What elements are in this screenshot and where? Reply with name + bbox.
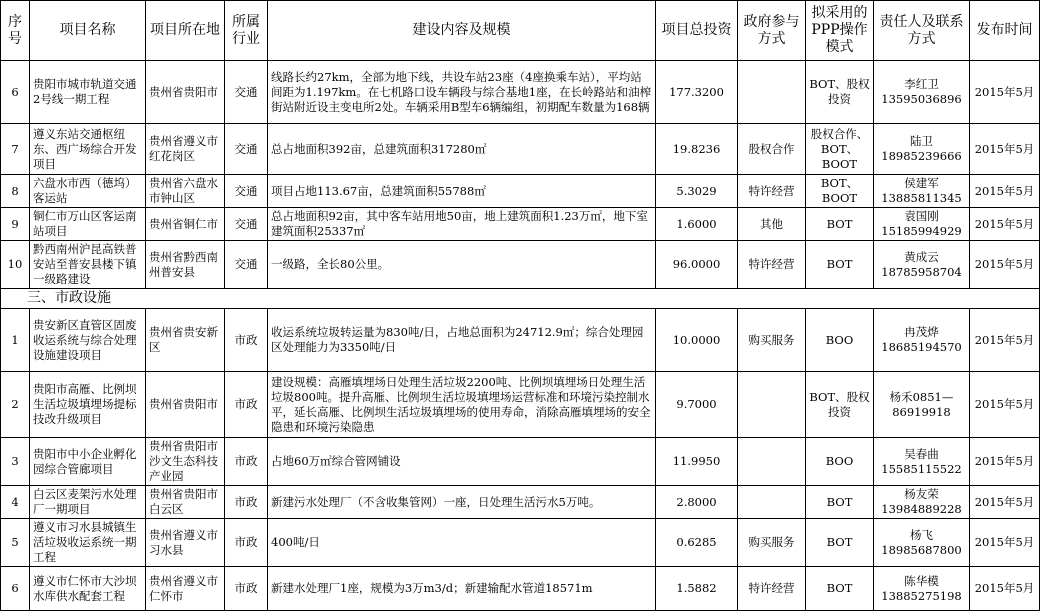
project-industry: 市政 bbox=[225, 438, 268, 486]
project-name: 六盘水市西（德坞）客运站 bbox=[30, 175, 146, 208]
project-industry: 交通 bbox=[225, 61, 268, 124]
gov-mode: 购买服务 bbox=[738, 309, 806, 372]
project-location: 贵州省贵阳市 bbox=[146, 61, 225, 124]
contact-phone: 18985239666 bbox=[881, 149, 962, 163]
row-index: 2 bbox=[1, 372, 30, 438]
project-investment: 1.5882 bbox=[656, 567, 738, 611]
row-index: 7 bbox=[1, 124, 30, 175]
contact-phone: 18985687800 bbox=[881, 542, 962, 557]
table-row bbox=[1, 519, 1040, 567]
contact-phone: 13885275198 bbox=[881, 588, 962, 603]
contact-person: 杨禾0851— bbox=[889, 389, 954, 404]
project-scope: 总占地面积92亩，其中客车站用地50亩，地上建筑面积1.23万㎡，地下室建筑面积25337㎡ bbox=[268, 208, 656, 241]
section-row bbox=[1, 289, 1040, 309]
gov-mode: 特许经营 bbox=[738, 175, 806, 208]
project-name: 白云区麦架污水处理厂一期项目 bbox=[30, 486, 146, 519]
project-industry: 市政 bbox=[225, 567, 268, 611]
table-row bbox=[1, 486, 1040, 519]
contact-phone: 13984889228 bbox=[881, 502, 962, 516]
header-ppp-mode: 拟采用的PPP操作模式 bbox=[806, 1, 874, 61]
contact-person: 陆卫 bbox=[910, 134, 933, 148]
project-location: 贵州省贵阳市 bbox=[146, 372, 225, 438]
release-date: 2015年5月 bbox=[970, 486, 1040, 519]
contact-person: 陈华模 bbox=[904, 573, 939, 588]
table-row bbox=[1, 309, 1040, 372]
project-investment: 11.9950 bbox=[656, 438, 738, 486]
project-location: 贵州省六盘水市钟山区 bbox=[146, 175, 225, 208]
contact-phone: 15185994929 bbox=[881, 224, 962, 238]
row-index: 4 bbox=[1, 486, 30, 519]
project-industry: 市政 bbox=[225, 519, 268, 567]
header-index: 序号 bbox=[1, 1, 30, 61]
project-scope: 新建水处理厂1座，规模为3万m3/d；新建输配水管道18571m bbox=[268, 567, 656, 611]
contact-person: 吴春曲 bbox=[904, 446, 939, 461]
ppp-mode: BOT bbox=[806, 486, 874, 519]
project-investment: 10.0000 bbox=[656, 309, 738, 372]
release-date: 2015年5月 bbox=[970, 208, 1040, 241]
ppp-mode: BOT bbox=[806, 567, 874, 611]
gov-mode: 特许经营 bbox=[738, 567, 806, 611]
gov-mode: 股权合作 bbox=[738, 124, 806, 175]
table-row bbox=[1, 438, 1040, 486]
table-row bbox=[1, 61, 1040, 124]
project-name: 遵义市仁怀市大沙坝水库供水配套工程 bbox=[30, 567, 146, 611]
project-location: 贵州省遵义市仁怀市 bbox=[146, 567, 225, 611]
project-name: 遵义东站交通枢纽东、西广场综合开发项目 bbox=[30, 124, 146, 175]
contact-phone: 15585115522 bbox=[881, 461, 962, 476]
project-industry: 市政 bbox=[225, 486, 268, 519]
header-release: 发布时间 bbox=[970, 1, 1040, 61]
contact bbox=[874, 175, 970, 208]
project-location: 贵州省遵义市习水县 bbox=[146, 519, 225, 567]
project-name: 遵义市习水县城镇生活垃圾收运系统一期工程 bbox=[30, 519, 146, 567]
contact-person: 黄成云 bbox=[904, 249, 939, 264]
project-investment: 96.0000 bbox=[656, 241, 738, 289]
contact bbox=[874, 309, 970, 372]
project-industry: 交通 bbox=[225, 208, 268, 241]
contact-person: 侯建军 bbox=[904, 176, 939, 190]
contact bbox=[874, 61, 970, 124]
release-date: 2015年5月 bbox=[970, 61, 1040, 124]
table-row bbox=[1, 208, 1040, 241]
header-industry: 所属行业 bbox=[225, 1, 268, 61]
section-title: 三、市政设施 bbox=[1, 289, 1040, 309]
contact-person: 杨飞 bbox=[910, 527, 933, 542]
row-index: 10 bbox=[1, 241, 30, 289]
project-industry: 交通 bbox=[225, 175, 268, 208]
gov-mode bbox=[738, 372, 806, 438]
contact-person: 李红卫 bbox=[904, 77, 939, 91]
project-scope: 一级路，全长80公里。 bbox=[268, 241, 656, 289]
project-name: 铜仁市万山区客运南站项目 bbox=[30, 208, 146, 241]
project-industry: 市政 bbox=[225, 309, 268, 372]
contact-person: 袁国刚 bbox=[904, 209, 939, 223]
contact-person: 冉茂烨 bbox=[904, 325, 939, 339]
header-contact: 责任人及联系方式 bbox=[874, 1, 970, 61]
row-index: 9 bbox=[1, 208, 30, 241]
release-date: 2015年5月 bbox=[970, 438, 1040, 486]
gov-mode bbox=[738, 438, 806, 486]
table-row bbox=[1, 241, 1040, 289]
release-date: 2015年5月 bbox=[970, 175, 1040, 208]
table-row bbox=[1, 567, 1040, 611]
row-index: 8 bbox=[1, 175, 30, 208]
contact-phone: 18785958704 bbox=[881, 264, 962, 279]
contact bbox=[874, 241, 970, 289]
project-location: 贵州省贵阳市白云区 bbox=[146, 486, 225, 519]
contact-phone: 86919918 bbox=[892, 404, 951, 419]
table-row bbox=[1, 124, 1040, 175]
project-investment: 1.6000 bbox=[656, 208, 738, 241]
ppp-mode: BOT、BOOT bbox=[806, 175, 874, 208]
ppp-mode: 股权合作、BOT、BOOT bbox=[806, 124, 874, 175]
gov-mode bbox=[738, 61, 806, 124]
header-scope: 建设内容及规模 bbox=[268, 1, 656, 61]
project-industry: 市政 bbox=[225, 372, 268, 438]
project-investment: 19.8236 bbox=[656, 124, 738, 175]
project-investment: 177.3200 bbox=[656, 61, 738, 124]
release-date: 2015年5月 bbox=[970, 372, 1040, 438]
project-scope: 项目占地113.67亩，总建筑面积55788㎡ bbox=[268, 175, 656, 208]
project-investment: 9.7000 bbox=[656, 372, 738, 438]
contact bbox=[874, 519, 970, 567]
row-index: 1 bbox=[1, 309, 30, 372]
contact-phone: 18685194570 bbox=[881, 340, 962, 354]
project-investment: 5.3029 bbox=[656, 175, 738, 208]
gov-mode: 特许经营 bbox=[738, 241, 806, 289]
ppp-mode: BOO bbox=[806, 438, 874, 486]
project-location: 贵州省贵安新区 bbox=[146, 309, 225, 372]
project-location: 贵州省遵义市红花岗区 bbox=[146, 124, 225, 175]
contact-phone: 13885811345 bbox=[881, 191, 962, 205]
contact bbox=[874, 486, 970, 519]
row-index: 6 bbox=[1, 567, 30, 611]
contact bbox=[874, 124, 970, 175]
contact bbox=[874, 438, 970, 486]
project-scope: 线路长约27km，全部为地下线，共设车站23座（4座换乘车站），平均站间距为1.197km。在七机路口设车辆段与综合基地1座，在长岭路站和油榨街站附近设主变电所2处。车辆采用B型车6辆编组，初期配车数量为168辆 bbox=[268, 61, 656, 124]
release-date: 2015年5月 bbox=[970, 241, 1040, 289]
ppp-mode: BOT、股权投资 bbox=[806, 61, 874, 124]
contact bbox=[874, 567, 970, 611]
contact-person: 杨友荣 bbox=[904, 487, 939, 501]
header-location: 项目所在地 bbox=[146, 1, 225, 61]
project-scope: 总占地面积392亩，总建筑面积317280㎡ bbox=[268, 124, 656, 175]
project-name: 贵阳市中小企业孵化园综合管廊项目 bbox=[30, 438, 146, 486]
release-date: 2015年5月 bbox=[970, 567, 1040, 611]
gov-mode: 其他 bbox=[738, 208, 806, 241]
project-scope: 收运系统垃圾转运量为830吨/日，占地总面积为24712.9㎡；综合处理园区处理能力为3350吨/日 bbox=[268, 309, 656, 372]
project-industry: 交通 bbox=[225, 124, 268, 175]
release-date: 2015年5月 bbox=[970, 519, 1040, 567]
ppp-mode: BOO bbox=[806, 309, 874, 372]
project-name: 贵安新区直管区固废收运系统与综合处理设施建设项目 bbox=[30, 309, 146, 372]
project-industry: 交通 bbox=[225, 241, 268, 289]
project-investment: 0.6285 bbox=[656, 519, 738, 567]
project-scope: 新建污水处理厂（不含收集管网）一座，日处理生活污水5万吨。 bbox=[268, 486, 656, 519]
row-index: 3 bbox=[1, 438, 30, 486]
release-date: 2015年5月 bbox=[970, 309, 1040, 372]
header-gov-mode: 政府参与方式 bbox=[738, 1, 806, 61]
project-scope: 400吨/日 bbox=[268, 519, 656, 567]
gov-mode: 购买服务 bbox=[738, 519, 806, 567]
table-row bbox=[1, 175, 1040, 208]
contact bbox=[874, 372, 970, 438]
project-name: 贵阳市城市轨道交通2号线一期工程 bbox=[30, 61, 146, 124]
contact-phone: 13595036896 bbox=[881, 92, 962, 106]
project-location: 贵州省贵阳市沙文生态科技产业园 bbox=[146, 438, 225, 486]
project-name: 黔西南州沪昆高铁普安站至普安县楼下镇一级路建设 bbox=[30, 241, 146, 289]
header-name: 项目名称 bbox=[30, 1, 146, 61]
gov-mode bbox=[738, 486, 806, 519]
contact bbox=[874, 208, 970, 241]
project-location: 贵州省黔西南州普安县 bbox=[146, 241, 225, 289]
row-index: 5 bbox=[1, 519, 30, 567]
project-scope: 建设规模：高雁填埋场日处理生活垃圾2200吨、比例坝填埋场日处理生活垃圾800吨。提升高雁、比例坝生活垃圾填埋场运营标准和环境污染控制水平，延长高雁、比例坝生活垃圾填埋场的使用寿命，消除高雁填埋场的安全隐患和环境污染隐患 bbox=[268, 372, 656, 438]
project-location: 贵州省铜仁市 bbox=[146, 208, 225, 241]
table-row bbox=[1, 372, 1040, 438]
header-investment: 项目总投资 bbox=[656, 1, 738, 61]
project-investment: 2.8000 bbox=[656, 486, 738, 519]
ppp-mode: BOT bbox=[806, 519, 874, 567]
release-date: 2015年5月 bbox=[970, 124, 1040, 175]
ppp-mode: BOT、股权投资 bbox=[806, 372, 874, 438]
ppp-mode: BOT bbox=[806, 241, 874, 289]
ppp-mode: BOT bbox=[806, 208, 874, 241]
project-scope: 占地60万㎡综合管网铺设 bbox=[268, 438, 656, 486]
project-name: 贵阳市高雁、比例坝生活垃圾填埋场提标技改升级项目 bbox=[30, 372, 146, 438]
header-row bbox=[1, 1, 1040, 61]
row-index: 6 bbox=[1, 61, 30, 124]
